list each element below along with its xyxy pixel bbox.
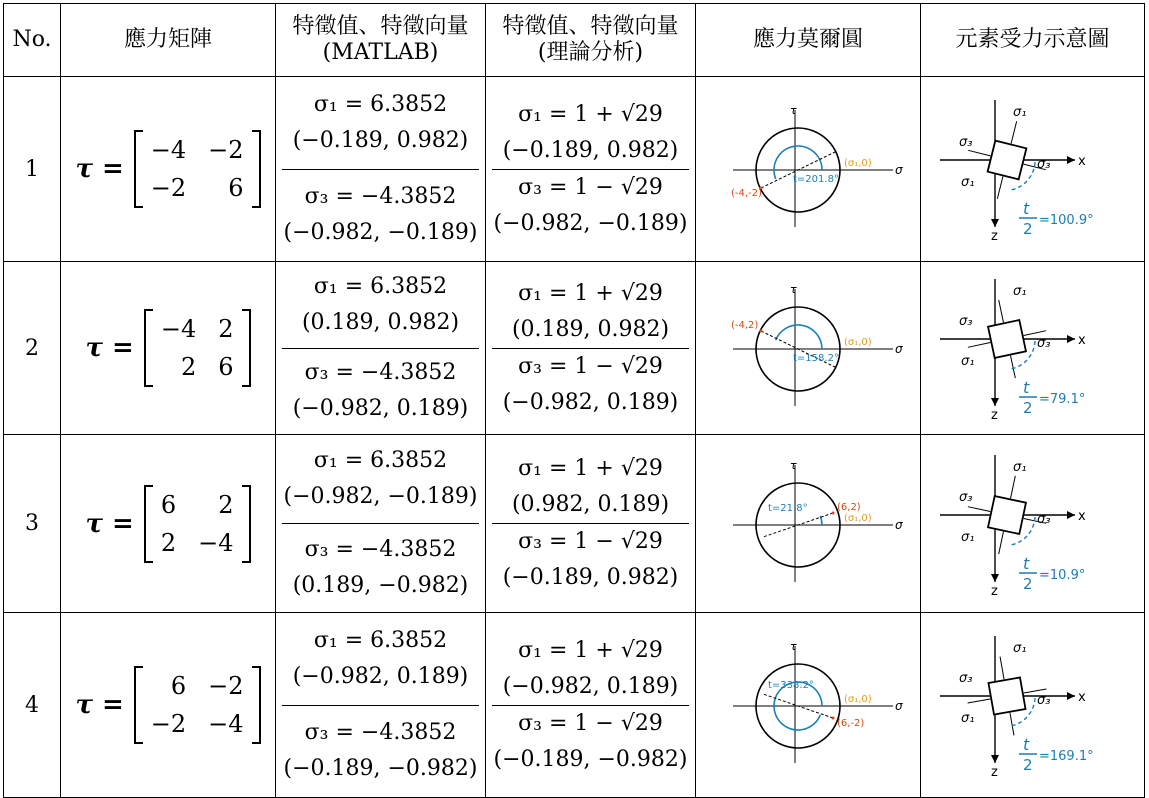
z-axis-arrow: [991, 219, 999, 227]
matrix-entries: [153, 485, 242, 563]
sigma1-value: σ₁ = 1 + √29: [518, 280, 663, 306]
matrix-entry: −2: [208, 136, 244, 164]
header-matrix: 應力矩陣: [61, 4, 276, 77]
header-matlab-l2: (MATLAB): [322, 40, 439, 65]
matrix-entry: −4: [160, 315, 197, 343]
left-bracket: [144, 485, 153, 563]
sigma1-value: σ₁ = 6.3852: [313, 273, 448, 299]
header-matlab-l1: 特徵值、特徵向量: [292, 14, 469, 39]
sigma-axis-label: σ: [895, 517, 903, 532]
element-cell: [921, 262, 1145, 435]
sigma3-arrow-left: [968, 150, 990, 156]
sigma1-point-label: (σ₁,0): [844, 337, 872, 348]
angle-arc: [776, 325, 822, 349]
half-angle-label: =169.1°: [1039, 749, 1094, 764]
mohr-cell: [696, 613, 921, 798]
tau-axis-label: τ: [790, 104, 797, 117]
z-axis-label: z: [991, 765, 998, 778]
matrix-brackets: [144, 485, 251, 563]
sigma1-vector: (−0.982, 0.189): [502, 673, 679, 699]
matrix-entry: −2: [208, 672, 244, 700]
two-label: 2: [1023, 220, 1033, 238]
matrix-entry: −4: [198, 528, 234, 557]
eigen-block-matlab: [276, 435, 485, 612]
sigma1-vector: (−0.982, 0.189): [292, 663, 469, 689]
sigma1-label-top: σ₁: [1013, 284, 1027, 299]
tau-symbol: τ =: [85, 508, 134, 539]
sigma1-point-label: (σ₁,0): [844, 158, 872, 169]
sigma1-group: [486, 451, 695, 523]
eigen-block-theory: [486, 451, 695, 596]
stress-point: [760, 330, 763, 333]
right-bracket: [252, 666, 261, 744]
matrix-entries: [153, 309, 242, 387]
sigma1-vector: (0.982, 0.189): [511, 492, 670, 517]
matrix-entries: [143, 666, 252, 744]
eigen-block-theory: [486, 633, 695, 778]
sigma1-group: [276, 262, 485, 348]
sigma1-arrow-bottom: [1010, 713, 1014, 736]
sigma1-value: σ₁ = 1 + √29: [518, 456, 663, 481]
sigma3-label-left: σ₃: [959, 671, 973, 686]
half-angle-label: =79.1°: [1039, 392, 1086, 407]
sigma-axis-label: σ: [895, 699, 903, 713]
x-axis-label: x: [1078, 154, 1086, 169]
mohr-circle-diagram: [703, 457, 913, 587]
mohr-cell: [696, 77, 921, 262]
sigma3-label-right: σ₃: [1037, 336, 1051, 351]
sigma1-value: σ₁ = 6.3852: [313, 627, 448, 653]
sigma3-value: σ₃ = 1 − √29: [518, 529, 663, 554]
left-bracket: [134, 130, 143, 208]
angle-label: t=201.8°: [793, 174, 839, 185]
stress-point: [832, 511, 835, 514]
matlab-eigen: [276, 77, 486, 262]
t-label: t: [1023, 378, 1030, 397]
half-angle-label: =100.9°: [1039, 213, 1094, 228]
sigma1-label-top: σ₁: [1013, 641, 1027, 656]
eigen-block-matlab: [276, 262, 485, 434]
eigen-block-theory: [486, 97, 695, 242]
sigma3-value: σ₃ = 1 − √29: [518, 710, 663, 736]
t-label: t: [1023, 735, 1030, 754]
sigma3-vector: (−0.982, 0.189): [502, 389, 679, 415]
sigma3-label-right: σ₃: [1037, 511, 1051, 527]
sigma1-vector: (−0.189, 0.982): [502, 137, 679, 163]
stress-matrix: [61, 613, 276, 798]
angle-label: t=338.2°: [768, 680, 814, 691]
sigma3-vector: (−0.982, 0.189): [292, 396, 469, 422]
header-element: 元素受力示意圖: [921, 4, 1145, 77]
sigma3-value: σ₃ = −4.3852: [304, 537, 457, 562]
sigma1-arrow-bottom: [999, 531, 1004, 553]
sigma3-value: σ₃ = 1 − √29: [518, 353, 663, 379]
theory-eigen: [486, 435, 696, 613]
row-number: 2: [4, 262, 61, 435]
sigma1-arrow-top: [1011, 121, 1017, 143]
stress-table: [3, 3, 1145, 798]
sigma3-arrow-right: [1024, 331, 1046, 336]
matrix-entry: −2: [150, 710, 187, 738]
element-stress-diagram: [925, 271, 1140, 421]
x-axis-label: x: [1078, 508, 1086, 524]
two-label: 2: [1023, 756, 1033, 774]
element-cell: [921, 613, 1145, 798]
stress-point-label: (-4,-2): [731, 188, 762, 199]
matrix-entry: −4: [150, 136, 187, 164]
t-label: t: [1023, 199, 1030, 218]
element-square: [988, 677, 1025, 714]
sigma1-value: σ₁ = 6.3852: [313, 91, 448, 117]
tau-symbol: τ =: [75, 690, 124, 720]
sigma1-point-label: (σ₁,0): [844, 512, 872, 524]
header-matlab: [276, 4, 486, 77]
sigma3-group: [486, 524, 695, 596]
table-row: [4, 435, 1145, 613]
matrix-entry: 6: [170, 672, 187, 700]
tau-axis-label: τ: [790, 283, 797, 296]
angle-label: t=21.8°: [768, 502, 808, 514]
mohr-cell: [696, 435, 921, 613]
sigma1-group: [276, 77, 485, 169]
table-row: [4, 613, 1145, 798]
sigma1-label-bottom: σ₁: [961, 175, 975, 190]
element-stress-diagram: [925, 628, 1140, 778]
matrix-expression: [61, 309, 275, 387]
x-axis-arrow: [1067, 335, 1075, 343]
z-axis-arrow: [991, 755, 999, 763]
sigma1-value: σ₁ = 1 + √29: [518, 101, 663, 127]
table-row: [4, 77, 1145, 262]
sigma3-vector: (−0.189, 0.982): [502, 565, 679, 590]
matrix-entry: 6: [218, 353, 234, 381]
sigma1-label-bottom: σ₁: [961, 354, 975, 369]
sigma-axis-label: σ: [895, 342, 903, 356]
sigma3-group: [276, 706, 485, 798]
sigma1-label-top: σ₁: [1013, 105, 1027, 120]
matrix-brackets: [134, 130, 261, 208]
sigma1-group: [486, 633, 695, 705]
matrix-expression: [61, 666, 275, 744]
right-bracket: [252, 130, 261, 208]
header-row: [4, 4, 1145, 77]
sigma3-label-right: σ₃: [1037, 157, 1051, 172]
sigma1-arrow-top: [1011, 475, 1016, 497]
matlab-eigen: [276, 262, 486, 435]
sigma3-vector: (0.189, −0.982): [292, 573, 469, 598]
sigma3-arrow-left: [968, 506, 990, 511]
sigma1-group: [486, 276, 695, 348]
matrix-entries: [143, 130, 252, 208]
x-axis-arrow: [1067, 156, 1075, 164]
left-bracket: [134, 666, 143, 744]
eigen-block-matlab: [276, 77, 485, 261]
stress-matrix: [61, 435, 276, 613]
mohr-cell: [696, 262, 921, 435]
tau-symbol: τ =: [75, 154, 124, 184]
sigma1-group: [486, 97, 695, 169]
eigen-block-theory: [486, 276, 695, 421]
sigma3-value: σ₃ = −4.3852: [304, 360, 457, 386]
tau-axis-label: τ: [790, 458, 797, 472]
matrix-entry: 6: [160, 490, 177, 519]
matrix-expression: [61, 130, 275, 208]
sigma3-vector: (−0.189, −0.982): [283, 756, 478, 782]
sigma3-value: σ₃ = −4.3852: [304, 184, 457, 210]
matrix-entry: 2: [180, 353, 197, 381]
sigma3-vector: (−0.189, −0.982): [493, 746, 688, 772]
sigma1-vector: (−0.982, −0.189): [283, 484, 478, 509]
tau-symbol: τ =: [85, 333, 134, 363]
sigma1-vector: (0.189, 0.982): [301, 309, 460, 335]
matrix-brackets: [134, 666, 261, 744]
header-theory-l1: 特徵值、特徵向量: [502, 14, 679, 39]
sigma1-point-label: (σ₁,0): [844, 694, 872, 705]
z-axis-arrow: [991, 398, 999, 406]
z-axis-arrow: [991, 574, 999, 582]
row-number: 3: [4, 435, 61, 613]
eigen-block-matlab: [276, 613, 485, 797]
sigma1-label-bottom: σ₁: [961, 529, 975, 545]
sigma3-group: [486, 349, 695, 421]
theory-eigen: [486, 613, 696, 798]
x-axis-label: x: [1078, 333, 1086, 348]
stress-point-label: (6,-2): [837, 718, 865, 729]
header-theory: [486, 4, 696, 77]
x-axis-label: x: [1078, 690, 1086, 705]
two-label: 2: [1023, 399, 1033, 417]
sigma3-label-left: σ₃: [959, 135, 973, 150]
matrix-brackets: [144, 309, 251, 387]
table-row: [4, 262, 1145, 435]
sigma3-group: [486, 706, 695, 778]
element-square: [988, 141, 1027, 180]
sigma1-vector: (0.189, 0.982): [511, 316, 670, 342]
element-stress-diagram: [925, 92, 1140, 242]
matrix-entry: 2: [218, 315, 234, 343]
matrix-entry: 2: [218, 490, 234, 519]
header-no: No.: [4, 4, 61, 77]
sigma3-group: [276, 170, 485, 262]
element-cell: [921, 77, 1145, 262]
sigma1-arrow-top: [999, 300, 1004, 322]
sigma3-arrow-left: [968, 699, 991, 703]
sigma-axis-label: σ: [895, 163, 903, 177]
t-label: t: [1023, 553, 1030, 573]
element-stress-diagram: [925, 447, 1140, 597]
z-axis-label: z: [991, 229, 998, 242]
sigma1-arrow-bottom: [997, 176, 1003, 198]
stress-matrix: [61, 77, 276, 262]
sigma1-group: [276, 613, 485, 705]
row-number: 4: [4, 613, 61, 798]
angle-label: t=158.2°: [793, 353, 839, 364]
sigma3-arrow-left: [968, 343, 990, 348]
sigma1-arrow-bottom: [1011, 356, 1016, 378]
row-number: 1: [4, 77, 61, 262]
mohr-circle-diagram: [703, 102, 913, 232]
sigma3-label-left: σ₃: [959, 489, 973, 505]
mohr-circle-diagram: [703, 281, 913, 411]
half-angle-label: =10.9°: [1039, 567, 1086, 583]
theory-eigen: [486, 262, 696, 435]
matrix-entry: 2: [160, 528, 177, 557]
header-mohr: 應力莫爾圓: [696, 4, 921, 77]
matrix-entry: −2: [150, 174, 187, 202]
sigma1-value: σ₁ = 6.3852: [313, 448, 448, 473]
theory-eigen: [486, 77, 696, 262]
sigma3-group: [486, 170, 695, 242]
element-cell: [921, 435, 1145, 613]
sigma3-vector: (−0.982, −0.189): [283, 220, 478, 246]
z-axis-label: z: [991, 408, 998, 421]
matlab-eigen: [276, 613, 486, 798]
x-axis-arrow: [1067, 692, 1075, 700]
sigma1-label-bottom: σ₁: [961, 711, 975, 726]
stress-point-label: (6,2): [837, 501, 861, 513]
matrix-entry: −4: [208, 710, 244, 738]
sigma3-group: [276, 524, 485, 612]
sigma3-value: σ₃ = −4.3852: [304, 720, 457, 746]
stress-matrix: [61, 262, 276, 435]
stress-point-label: (-4,2): [731, 320, 759, 331]
right-bracket: [242, 485, 251, 563]
stress-point: [832, 717, 835, 720]
matlab-eigen: [276, 435, 486, 613]
matrix-expression: [61, 485, 275, 563]
left-bracket: [144, 309, 153, 387]
two-label: 2: [1023, 574, 1033, 593]
sigma1-value: σ₁ = 1 + √29: [518, 637, 663, 663]
element-square: [988, 496, 1026, 534]
sigma1-label-top: σ₁: [1013, 459, 1027, 475]
z-axis-label: z: [991, 583, 998, 597]
sigma3-value: σ₃ = 1 − √29: [518, 174, 663, 200]
x-axis-arrow: [1067, 511, 1075, 519]
matrix-entry: 6: [228, 174, 244, 202]
tau-axis-label: τ: [790, 640, 797, 653]
sigma1-vector: (−0.189, 0.982): [292, 127, 469, 153]
header-theory-l2: (理論分析): [537, 40, 644, 65]
sigma3-label-right: σ₃: [1037, 693, 1051, 708]
sigma1-arrow-top: [1000, 657, 1004, 680]
sigma3-label-left: σ₃: [959, 314, 973, 329]
right-bracket: [242, 309, 251, 387]
element-square: [988, 320, 1026, 358]
sigma3-group: [276, 349, 485, 435]
sigma1-group: [276, 435, 485, 523]
sigma3-vector: (−0.982, −0.189): [493, 210, 688, 236]
mohr-circle-diagram: [703, 638, 913, 768]
